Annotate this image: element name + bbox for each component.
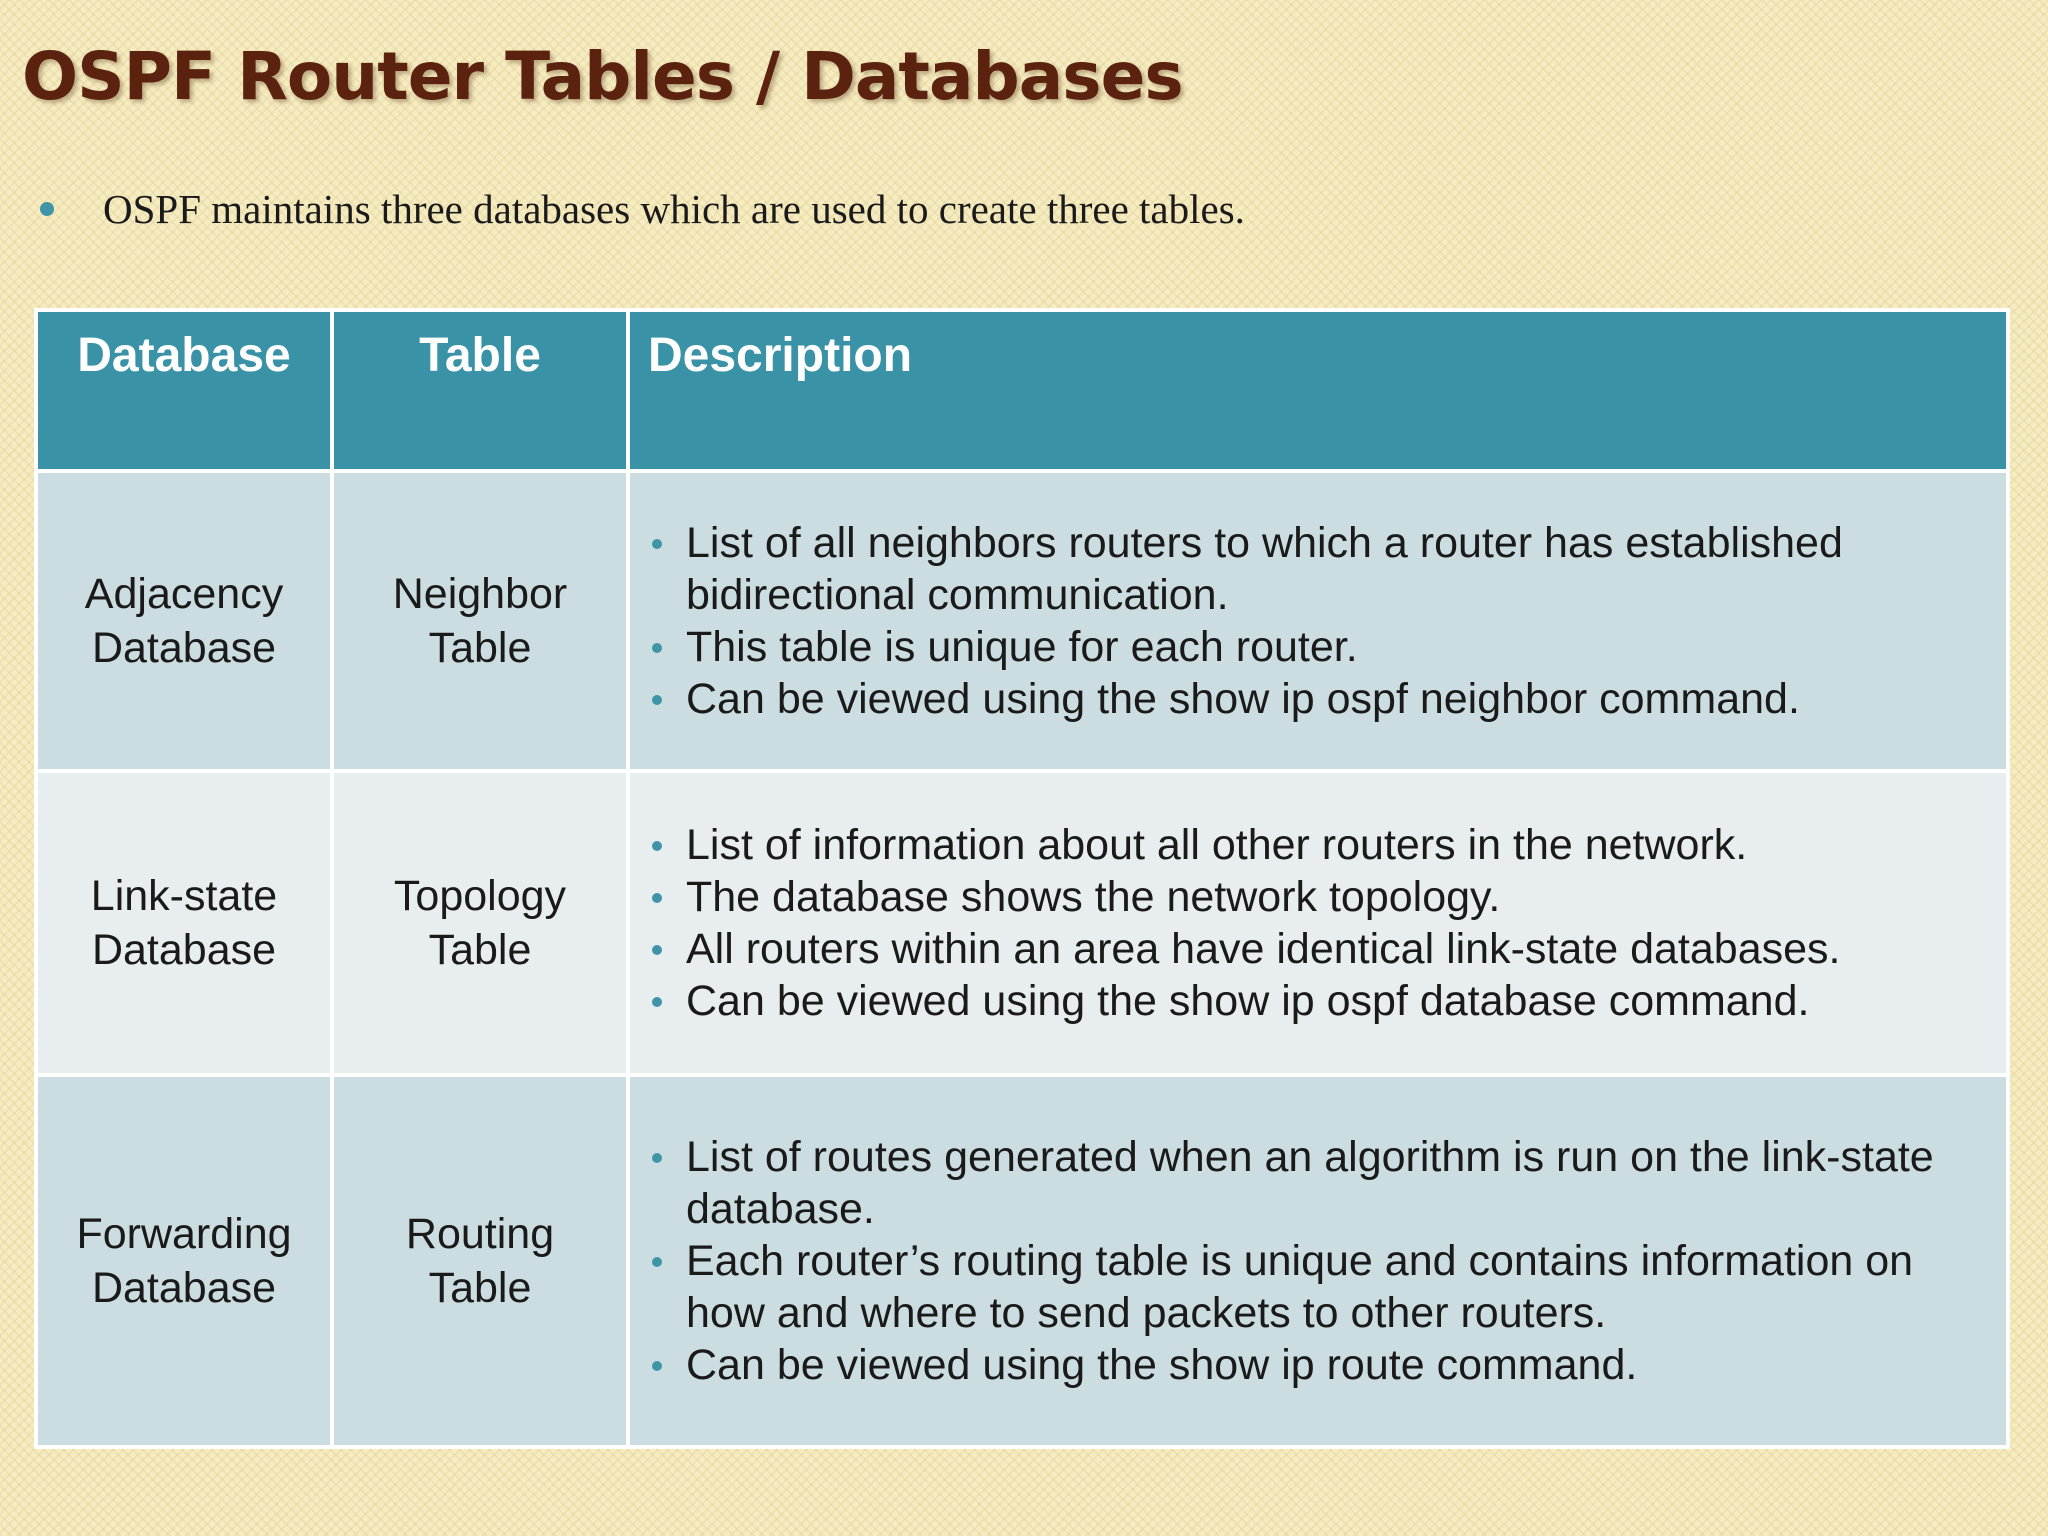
database-name-line: Database [91, 1264, 277, 1312]
database-name-line: Database [91, 624, 277, 672]
description-list [648, 1131, 1990, 1391]
header-description: Description [628, 310, 2008, 471]
description-item [648, 621, 1990, 673]
database-name-line: Adjacency [84, 569, 284, 618]
table-row [36, 471, 2008, 771]
database-cell [36, 771, 332, 1075]
description-cell [628, 471, 2008, 771]
bullet-icon [652, 945, 662, 955]
description-text: The database shows the network topology. [686, 873, 1501, 921]
description-item [648, 975, 1990, 1027]
description-text: List of information about all other routers in the network. [686, 821, 1748, 869]
bullet-icon [652, 695, 662, 705]
table-name-line: Routing [405, 1209, 555, 1258]
database-cell [36, 1075, 332, 1447]
bullet-icon [40, 202, 54, 216]
bullet-icon [652, 1361, 662, 1371]
ospf-tables-table [34, 308, 2010, 1449]
intro-text: OSPF maintains three databases which are used to create three tables. [103, 186, 1245, 232]
description-item [648, 517, 1990, 621]
description-text: List of all neighbors routers to which a router has established bidirectional communication. [686, 519, 1843, 619]
bullet-icon [652, 1257, 662, 1267]
description-text: All routers within an area have identical link-state databases. [686, 925, 1841, 973]
table-name-line: Table [428, 926, 532, 974]
bullet-icon [652, 1153, 662, 1163]
bullet-icon [652, 539, 662, 549]
header-table: Table [332, 310, 628, 471]
description-item [648, 1235, 1990, 1339]
table-name-line: Topology [393, 871, 567, 920]
description-item [648, 1131, 1990, 1235]
description-item [648, 871, 1990, 923]
database-name-line: Link-state [90, 871, 278, 920]
table-header-row [36, 310, 2008, 471]
description-text: Can be viewed using the show ip route command. [686, 1341, 1638, 1389]
description-list [648, 819, 1990, 1027]
intro-bullet-item [40, 185, 1245, 233]
description-cell [628, 1075, 2008, 1447]
description-text: List of routes generated when an algorithm is run on the link-state database. [686, 1133, 1934, 1233]
table-name-cell [332, 1075, 628, 1447]
description-list [648, 517, 1990, 725]
description-cell [628, 771, 2008, 1075]
table-row [36, 1075, 2008, 1447]
bullet-icon [652, 841, 662, 851]
description-text: Each router’s routing table is unique and contains information on how and where to send packets to other routers. [686, 1237, 1914, 1337]
description-item [648, 673, 1990, 725]
slide-title: OSPF Router Tables / Databases [22, 38, 1183, 115]
description-item [648, 819, 1990, 871]
table-name-cell [332, 471, 628, 771]
bullet-icon [652, 997, 662, 1007]
table-name-line: Table [428, 1264, 532, 1312]
table-name-line: Table [428, 624, 532, 672]
description-item [648, 1339, 1990, 1391]
database-name-line: Database [91, 926, 277, 974]
bullet-icon [652, 893, 662, 903]
table-name-line: Neighbor [392, 569, 568, 618]
description-text: Can be viewed using the show ip ospf database command. [686, 977, 1810, 1025]
header-database: Database [36, 310, 332, 471]
database-name-line: Forwarding [76, 1209, 292, 1258]
description-text: Can be viewed using the show ip ospf neighbor command. [686, 675, 1800, 723]
table-name-cell [332, 771, 628, 1075]
database-cell [36, 471, 332, 771]
bullet-icon [652, 643, 662, 653]
description-item [648, 923, 1990, 975]
table-row [36, 771, 2008, 1075]
description-text: This table is unique for each router. [686, 623, 1358, 671]
